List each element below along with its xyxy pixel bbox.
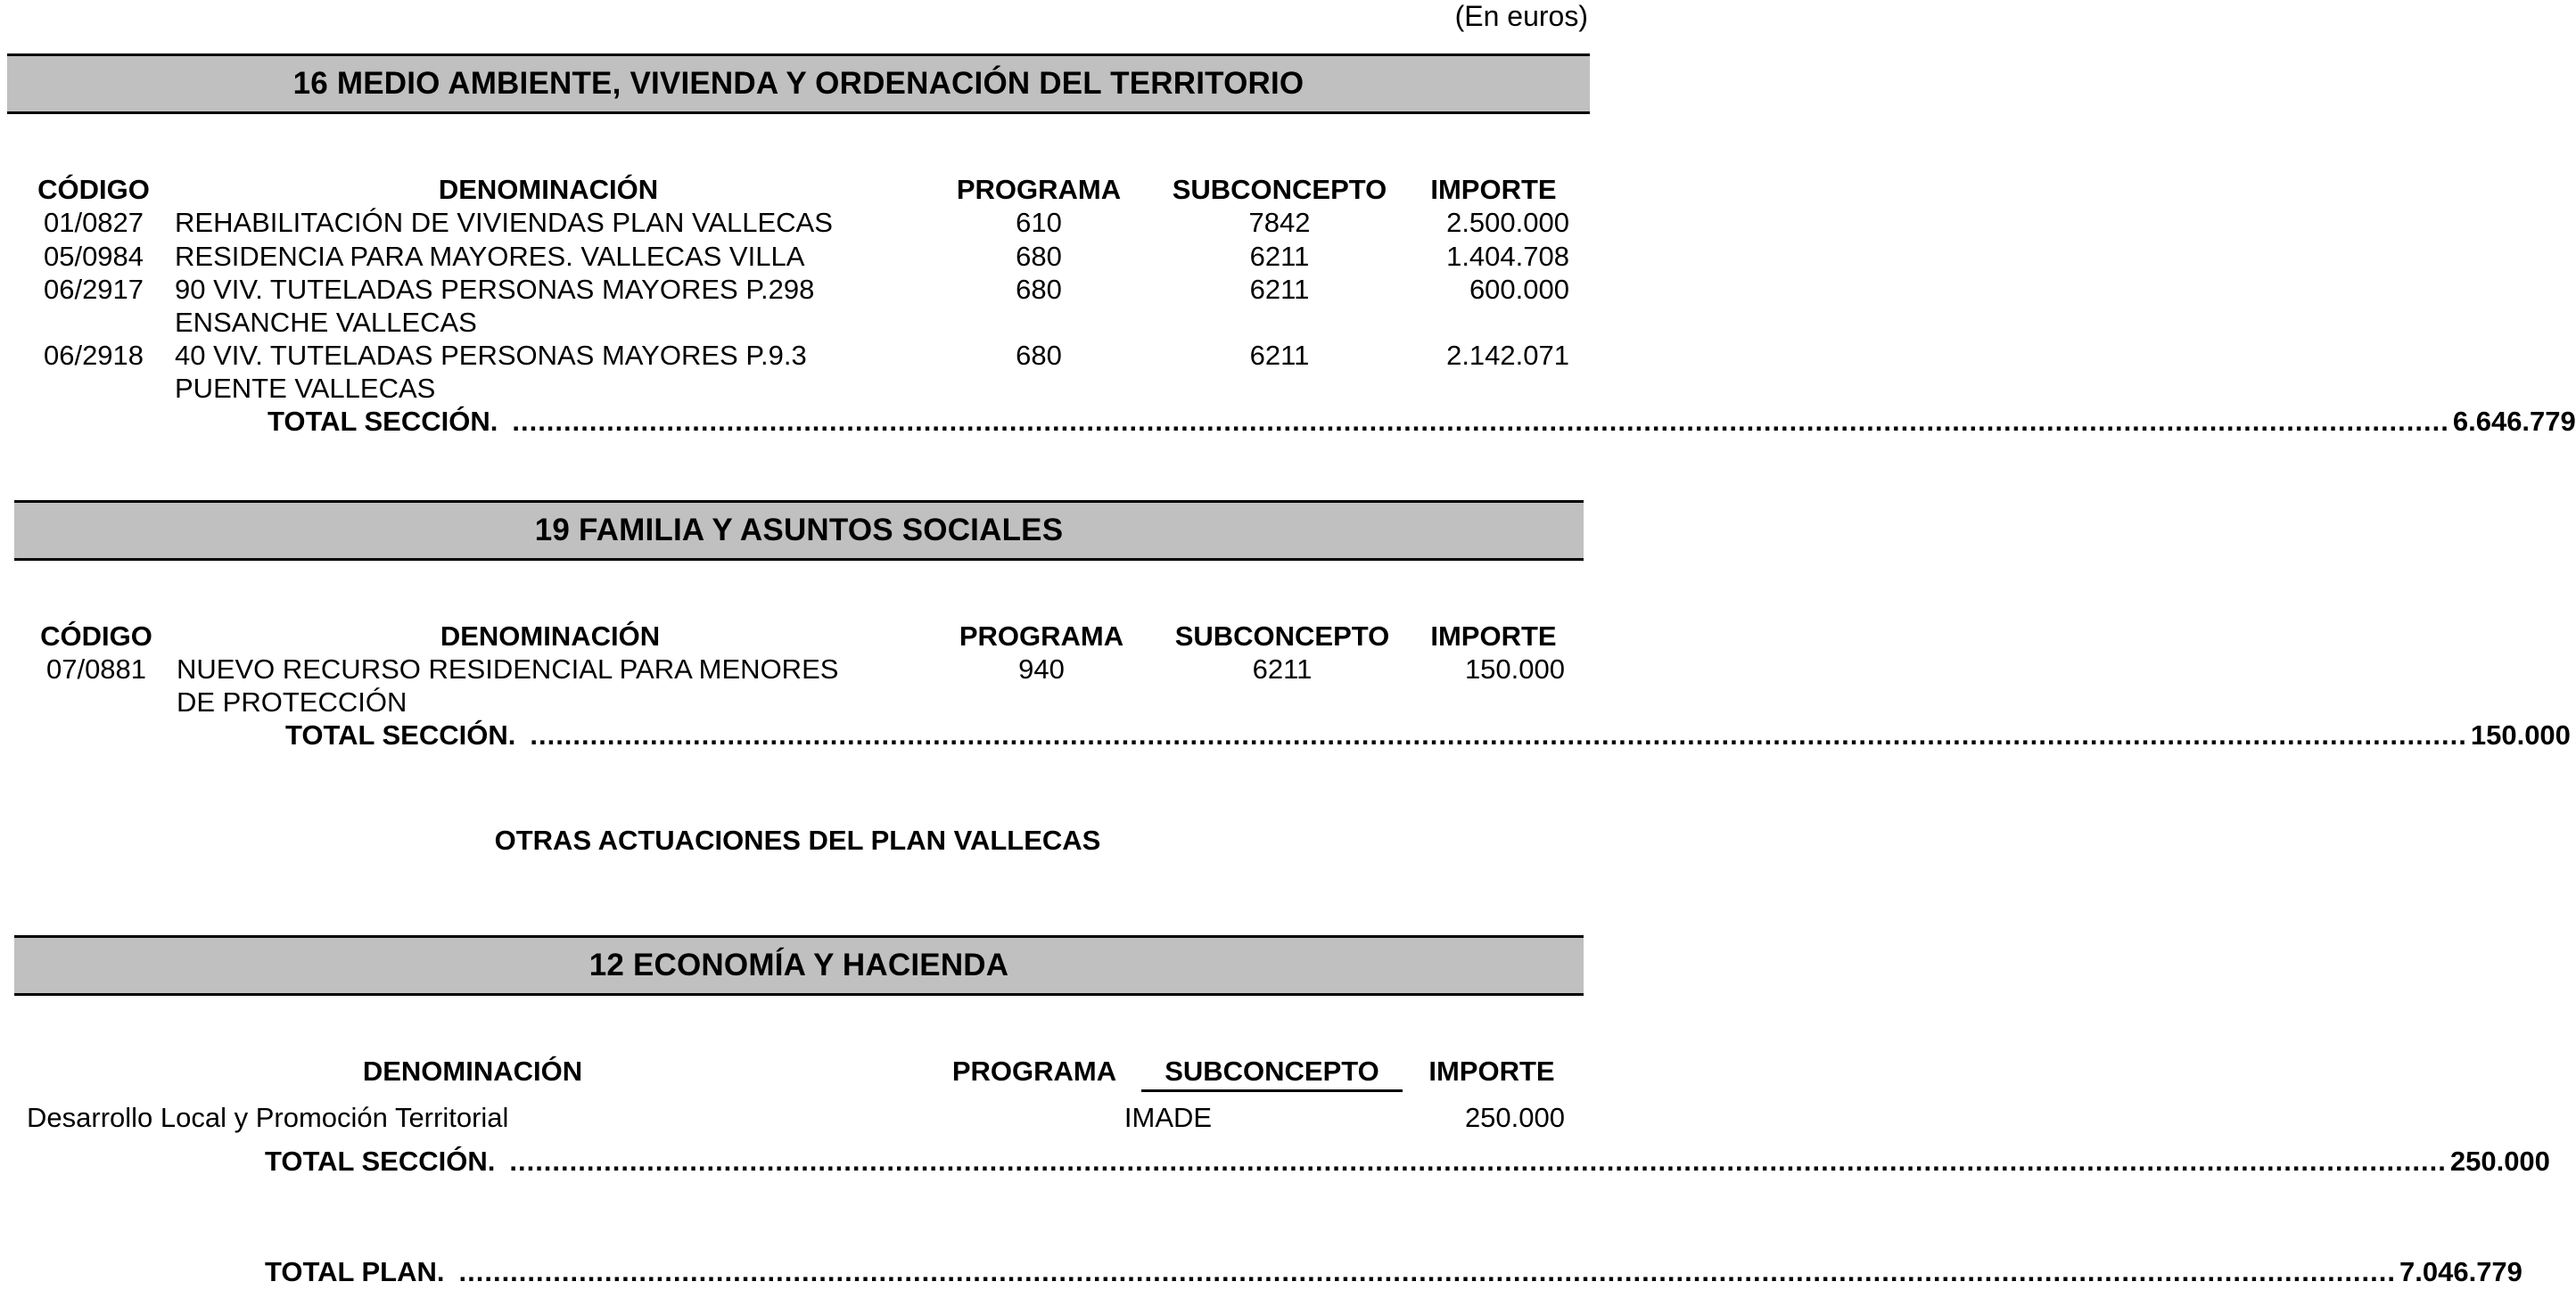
section-16-title: 16 MEDIO AMBIENTE, VIVIENDA Y ORDENACIÓN DEL TERRITORIO — [292, 66, 1304, 101]
table-row-denominacion-cont: ENSANCHE VALLECAS — [175, 307, 477, 338]
table-row-subconcepto: 6211 — [1249, 241, 1310, 272]
table-row-importe: 150.000 — [1464, 653, 1565, 685]
col-programa-header: PROGRAMA — [959, 620, 1124, 652]
col-codigo-header: CÓDIGO — [40, 620, 152, 652]
col-subconcepto-header: SUBCONCEPTO — [1141, 1056, 1403, 1092]
table-row-importe: 250.000 — [1464, 1102, 1565, 1133]
table-row-denominacion: NUEVO RECURSO RESIDENCIAL PARA MENORES — [177, 653, 839, 685]
table-row-programa: 680 — [1016, 340, 1062, 371]
plan-total-label: TOTAL PLAN. — [265, 1256, 445, 1287]
table-row-programa-subconcepto: IMADE — [1123, 1102, 1213, 1133]
section-16-header — [7, 53, 1590, 114]
table-row-codigo: 06/2918 — [43, 340, 144, 371]
table-row-denominacion-cont: DE PROTECCIÓN — [177, 686, 407, 718]
table-row-programa: 940 — [1018, 653, 1065, 685]
dot-leader: .................................................................................................................................................................................................................................. — [512, 406, 2449, 437]
col-subconcepto-header: SUBCONCEPTO — [1174, 620, 1390, 652]
total-label: TOTAL SECCIÓN. — [267, 406, 498, 437]
table-row-denominacion: 40 VIV. TUTELADAS PERSONAS MAYORES P.9.3 — [175, 340, 807, 371]
table-row-denominacion: RESIDENCIA PARA MAYORES. VALLECAS VILLA — [175, 241, 805, 272]
table-row-codigo: 05/0984 — [43, 241, 144, 272]
total-amount: 150.000 — [2470, 719, 2571, 751]
section-12-title: 12 ECONOMÍA Y HACIENDA — [588, 948, 1009, 982]
col-programa-header: PROGRAMA — [956, 174, 1122, 205]
table-row-programa: 610 — [1016, 207, 1062, 238]
table-row-importe: 1.404.708 — [1446, 241, 1569, 272]
section-19-header — [14, 500, 1584, 561]
col-subconcepto-header: SUBCONCEPTO — [1172, 174, 1387, 205]
table-row-codigo: 06/2917 — [43, 274, 144, 305]
total-amount: 250.000 — [2449, 1146, 2550, 1177]
col-importe-header: IMPORTE — [1428, 1056, 1555, 1087]
dot-leader: .................................................................................................................................................................................................................................. — [458, 1256, 2396, 1287]
table-row-denominacion: Desarrollo Local y Promoción Territorial — [27, 1102, 509, 1133]
table-row-importe: 2.500.000 — [1446, 207, 1569, 238]
section-19-title: 19 FAMILIA Y ASUNTOS SOCIALES — [534, 513, 1064, 547]
section-19-total — [285, 719, 2571, 752]
currency-note: (En euros) — [1454, 0, 1588, 32]
table-row-subconcepto: 6211 — [1252, 653, 1313, 685]
dot-leader: .................................................................................................................................................................................................................................. — [509, 1146, 2447, 1177]
table-row-subconcepto: 7842 — [1248, 207, 1311, 238]
dot-leader: .................................................................................................................................................................................................................................. — [530, 719, 2467, 751]
total-amount: 6.646.779 — [2452, 406, 2576, 437]
col-programa-header: PROGRAMA — [951, 1056, 1117, 1087]
total-label: TOTAL SECCIÓN. — [285, 719, 516, 751]
plan-total-amount: 7.046.779 — [2399, 1256, 2523, 1287]
col-importe-header: IMPORTE — [1430, 620, 1557, 652]
table-row-denominacion: 90 VIV. TUTELADAS PERSONAS MAYORES P.298 — [175, 274, 815, 305]
section-12-header — [14, 935, 1584, 996]
table-row-denominacion-cont: PUENTE VALLECAS — [175, 373, 436, 404]
table-row-importe: 2.142.071 — [1446, 340, 1569, 371]
section-12-total — [265, 1146, 2550, 1178]
total-label: TOTAL SECCIÓN. — [265, 1146, 496, 1177]
table-row-subconcepto: 6211 — [1249, 340, 1310, 371]
table-row-importe: 600.000 — [1469, 274, 1569, 305]
table-row-codigo: 07/0881 — [45, 653, 147, 685]
plan-total — [265, 1256, 2523, 1288]
col-denominacion-header: DENOMINACIÓN — [440, 620, 661, 652]
section-16-total — [267, 406, 2576, 438]
col-importe-header: IMPORTE — [1430, 174, 1557, 205]
col-denominacion-header: DENOMINACIÓN — [362, 1056, 583, 1087]
table-row-programa: 680 — [1016, 274, 1062, 305]
table-row-programa: 680 — [1016, 241, 1062, 272]
other-actions-title: OTRAS ACTUACIONES DEL PLAN VALLECAS — [494, 825, 1101, 856]
table-row-subconcepto: 6211 — [1249, 274, 1310, 305]
table-row-denominacion: REHABILITACIÓN DE VIVIENDAS PLAN VALLECAS — [175, 207, 833, 238]
col-denominacion-header: DENOMINACIÓN — [438, 174, 659, 205]
col-codigo-header: CÓDIGO — [37, 174, 150, 205]
table-row-codigo: 01/0827 — [43, 207, 144, 238]
